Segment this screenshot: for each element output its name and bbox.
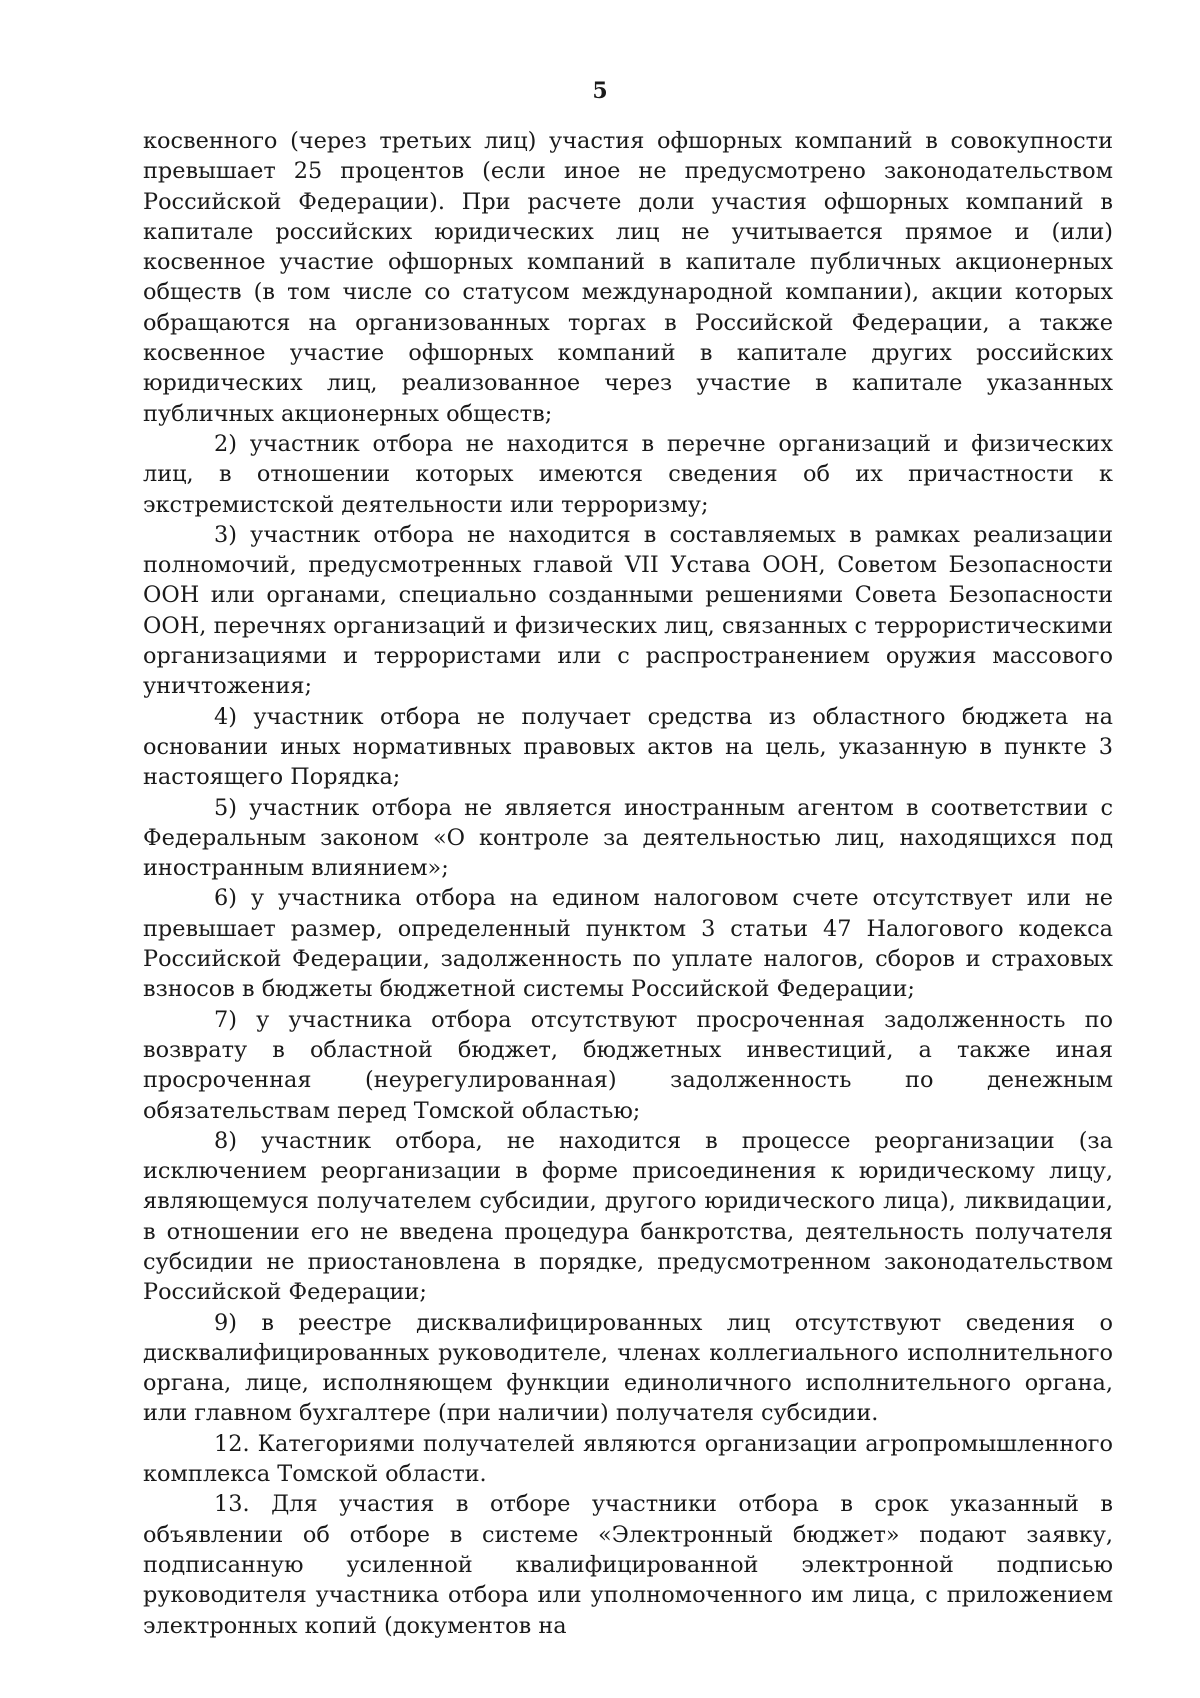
paragraph-item-4: 4) участник отбора не получает средства из областного бюджета на основании иных нормативных правовых актов на цель, указанную в пункте 3 настоящего Порядка; xyxy=(143,703,1113,791)
paragraph-item-2: 2) участник отбора не находится в перечне организаций и физических лиц, в отношении которых имеются сведения об их причастности к экстремистской деятельности или терроризму; xyxy=(143,430,1113,518)
paragraph-1: косвенного (через третьих лиц) участия офшорных компаний в совокупности превышает 25 процентов (если иное не предусмотрено законодательством Российской Федерации). При расчете доли участия офшорных компаний в капитале российских юридических лиц не учитывается прямое и (или) косвенное участие офшорных компаний в капитале публичных акционерных обществ (в том числе со статусом международной компании), акции которых обращаются на организованных торгах в Российской Федерации, а также косвенное участие офшорных компаний в капитале других российских юридических лиц, реализованное через участие в капитале указанных публичных акционерных обществ; xyxy=(143,128,1113,427)
paragraph-section-12: 12. Категориями получателей являются организации агропромышленного комплекса Томской области. xyxy=(143,1430,1113,1488)
page-number: 5 xyxy=(592,78,608,104)
paragraph-item-9: 9) в реестре дисквалифицированных лиц отсутствуют сведения о дисквалифицированных руководителе, членах коллегиального исполнительного органа, лице, исполняющем функции единоличного исполнительного органа, или главном бухгалтере (при наличии) получателя субсидии. xyxy=(143,1309,1113,1427)
paragraph-item-6: 6) у участника отбора на едином налоговом счете отсутствует или не превышает размер, определенный пунктом 3 статьи 47 Налогового кодекса Российской Федерации, задолженность по уплате налогов, сборов и страховых взносов в бюджеты бюджетной системы Российской Федерации; xyxy=(143,885,1113,1003)
paragraph-item-8: 8) участник отбора, не находится в процессе реорганизации (за исключением реорганизации в форме присоединения к юридическому лицу, являющемуся получателем субсидии, другого юридического лица), ликвидации, в отношении его не введена процедура банкротства, деятельность получателя субсидии не приостановлена в порядке, предусмотренном законодательством Российской Федерации; xyxy=(143,1127,1113,1306)
paragraph-section-13: 13. Для участия в отборе участники отбора в срок указанный в объявлении об отборе в системе «Электронный бюджет» подают заявку, подписанную усиленной квалифицированной электронной подписью руководителя участника отбора или уполномоченного им лица, с приложением электронных копий (документов на xyxy=(143,1491,1113,1639)
paragraph-item-3: 3) участник отбора не находится в составляемых в рамках реализации полномочий, предусмотренных главой VII Устава ООН, Советом Безопасности ООН или органами, специально созданными решениями Совета Безопасности ООН, перечнях организаций и физических лиц, связанных с террористическими организациями и террористами или с распространением оружия массового уничтожения; xyxy=(143,521,1113,700)
paragraph-item-7: 7) у участника отбора отсутствуют просроченная задолженность по возврату в областной бюджет, бюджетных инвестиций, а также иная просроченная (неурегулированная) задолженность по денежным обязательствам перед Томской областью; xyxy=(143,1006,1113,1124)
document-body xyxy=(143,126,1113,1641)
paragraph-item-5: 5) участник отбора не является иностранным агентом в соответствии с Федеральным законом «О контроле за деятельностью лиц, находящихся под иностранным влиянием»; xyxy=(143,794,1113,882)
